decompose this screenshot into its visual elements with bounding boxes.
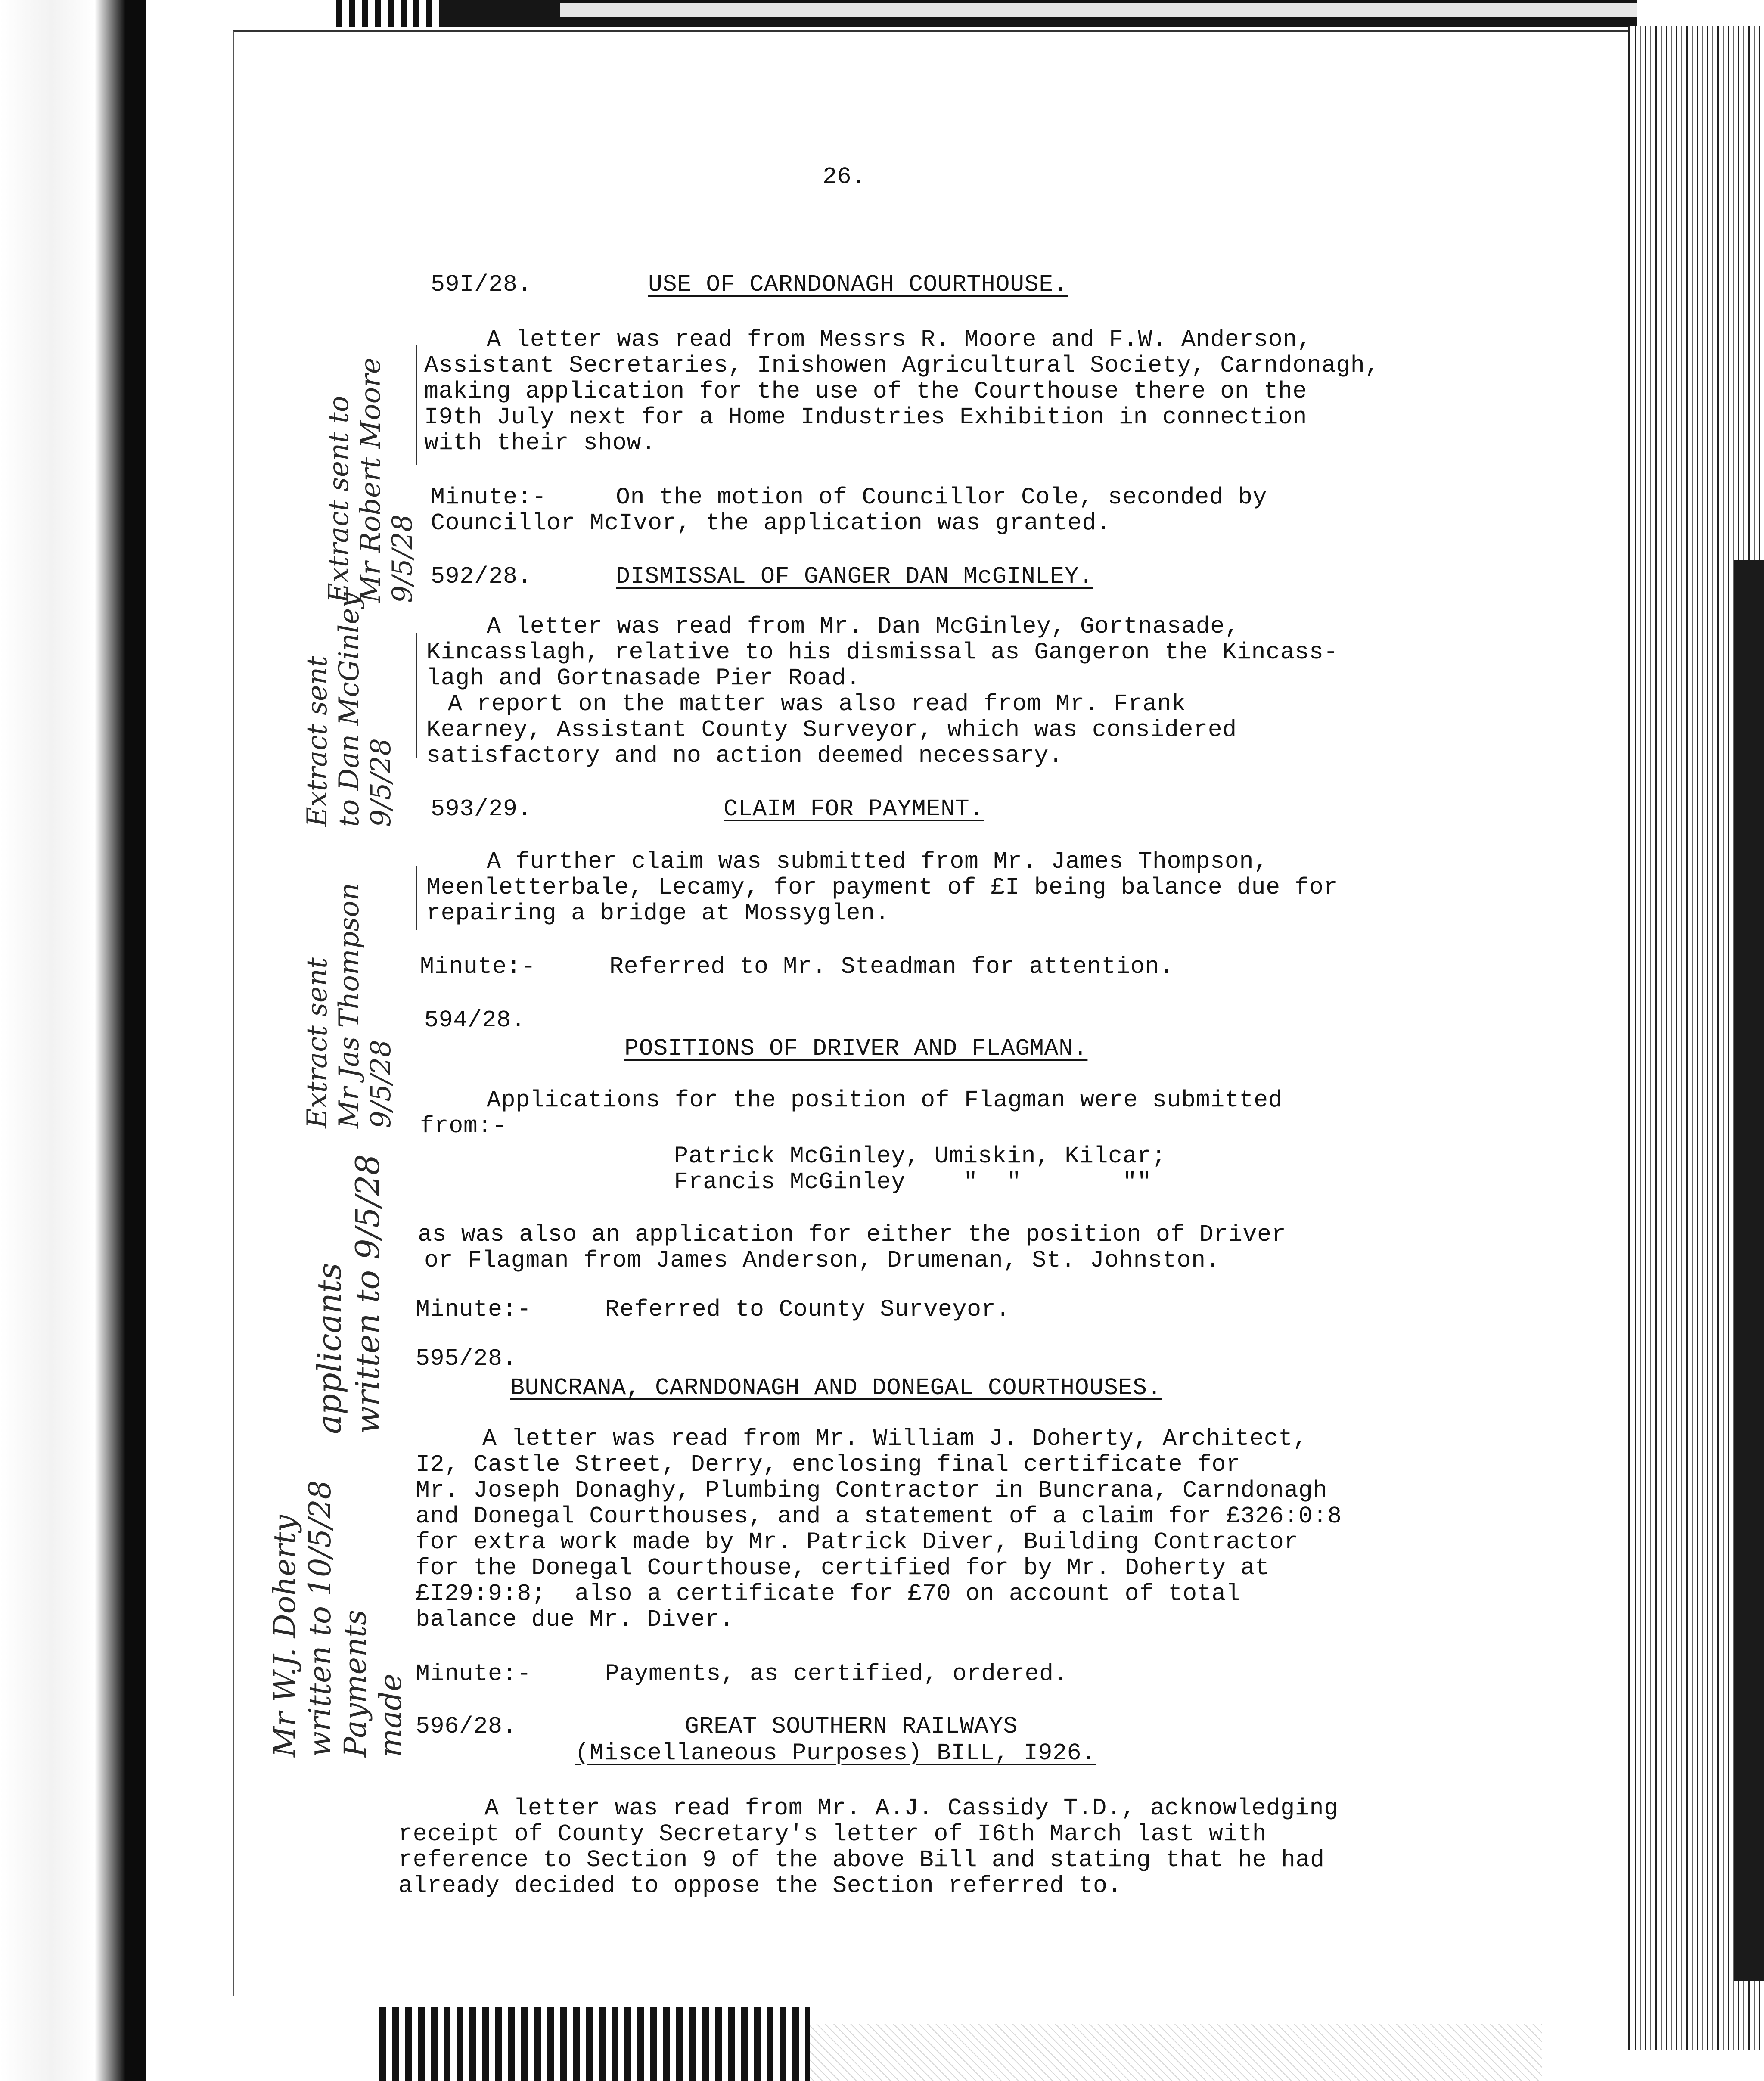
minute-label: Minute:- [420,953,536,980]
body-line: I2, Castle Street, Derry, enclosing final certificate for [416,1451,1241,1478]
body-line: and Donegal Courthouses, and a statement of a claim for £326:0:8 [416,1503,1342,1530]
scan-bottom-speckle [810,2024,1542,2081]
applicant-line: Patrick McGinley, Umiskin, Kilcar; [674,1143,1166,1170]
body-line: Meenletterbale, Lecamy, for payment of £I being balance due for [426,874,1339,901]
minute-text: Referred to Mr. Steadman for attention. [609,953,1174,980]
item-heading: CLAIM FOR PAYMENT. [724,795,984,823]
body-line: for extra work made by Mr. Patrick Diver, Building Contractor [416,1528,1298,1556]
minute-label: Minute:- [416,1296,531,1323]
minute-label: Minute:- [416,1660,531,1687]
margin-note-extract-mcginley: Extract sent to Dan McGinley 9/5/28 [301,592,397,827]
margin-note-extract-moore: Extract sent to Mr Robert Moore 9/5/28 [323,357,419,603]
scan-bottom-edge [379,2007,810,2081]
scan-left-margin [0,0,129,2081]
item-number: 594/28. [424,1006,526,1034]
minute-label: Minute:- [431,484,547,511]
item-heading: POSITIONS OF DRIVER AND FLAGMAN. [624,1035,1088,1062]
body-line: A report on the matter was also read from Mr. Frank [448,690,1186,717]
minute-text: Referred to County Surveyor. [605,1296,1010,1323]
body-line: I9th July next for a Home Industries Exhibition in connection [424,404,1307,431]
body-line: from:- [420,1112,507,1140]
body-line: A letter was read from Messrs R. Moore and F.W. Anderson, [487,326,1312,353]
item-number: 593/29. [431,795,532,823]
body-line: Applications for the position of Flagman were submitted [487,1087,1283,1114]
book-spine [125,0,146,2081]
body-line: A further claim was submitted from Mr. James Thompson, [487,848,1268,875]
body-line: as was also an application for either the position of Driver [418,1221,1286,1248]
item-number: 59I/28. [431,271,532,298]
body-line: lagh and Gortnasade Pier Road. [426,665,861,692]
scan-top-edge-light [560,3,1637,17]
body-line: Assistant Secretaries, Inishowen Agricultural Society, Carndonagh, [424,352,1379,379]
body-line: balance due Mr. Diver. [416,1606,734,1633]
minute-text: On the motion of Councillor Cole, seconded by [616,484,1267,511]
applicant-line: Francis McGinley " " "" [674,1168,1152,1196]
item-heading-line1: GREAT SOUTHERN RAILWAYS [685,1713,1018,1740]
item-number: 592/28. [431,563,532,590]
margin-bracket [416,633,417,758]
item-number: 596/28. [416,1713,517,1740]
page-edges-shadow [1734,560,1764,1981]
item-heading: DISMISSAL OF GANGER DAN McGINLEY. [616,563,1093,590]
body-line: already decided to oppose the Section referred to. [398,1872,1122,1899]
margin-note-extract-thompson: Extract sent Mr Jas Thompson 9/5/28 [301,882,397,1128]
body-line: A letter was read from Mr. A.J. Cassidy T.D., acknowledging [484,1795,1339,1822]
body-line: £I29:9:8; also a certificate for £70 on account of total [416,1580,1241,1607]
item-heading-line2: (Miscellaneous Purposes) BILL, I926. [575,1739,1096,1767]
page-number: 26. [823,163,866,190]
margin-note-doherty: Mr W.J. Doherty written to 10/5/28 Payments made [267,1480,408,1757]
body-line: receipt of County Secretary's letter of I6th March last with [398,1820,1267,1848]
body-line: reference to Section 9 of the above Bill and stating that he had [398,1846,1325,1873]
minute-text: Councillor McIvor, the application was granted. [431,509,1111,537]
body-line: with their show. [424,429,656,457]
body-line: Kearney, Assistant County Surveyor, which was considered [426,716,1237,743]
item-number: 595/28. [416,1345,517,1372]
margin-bracket [416,866,417,930]
minute-text: Payments, as certified, ordered. [605,1660,1068,1687]
body-line: A letter was read from Mr. Dan McGinley, Gortnasade, [487,613,1239,640]
margin-note-applicants: applicants written to 9/5/28 [310,1154,387,1434]
body-line: Mr. Joseph Donaghy, Plumbing Contractor in Buncrana, Carndonagh [416,1477,1328,1504]
body-line: satisfactory and no action deemed necessary. [426,742,1063,769]
body-line: for the Donegal Courthouse, certified for by Mr. Doherty at [416,1554,1270,1581]
body-line: repairing a bridge at Mossyglen. [426,900,890,927]
body-line: A letter was read from Mr. William J. Doherty, Architect, [482,1425,1307,1452]
item-heading: USE OF CARNDONAGH COURTHOUSE. [648,271,1068,298]
item-heading: BUNCRANA, CARNDONAGH AND DONEGAL COURTHOUSES. [510,1374,1162,1401]
body-line: or Flagman from James Anderson, Drumenan, St. Johnston. [424,1247,1221,1274]
body-line: Kincasslagh, relative to his dismissal as Gangeron the Kincass- [426,639,1339,666]
body-line: making application for the use of the Courthouse there on the [424,378,1307,405]
